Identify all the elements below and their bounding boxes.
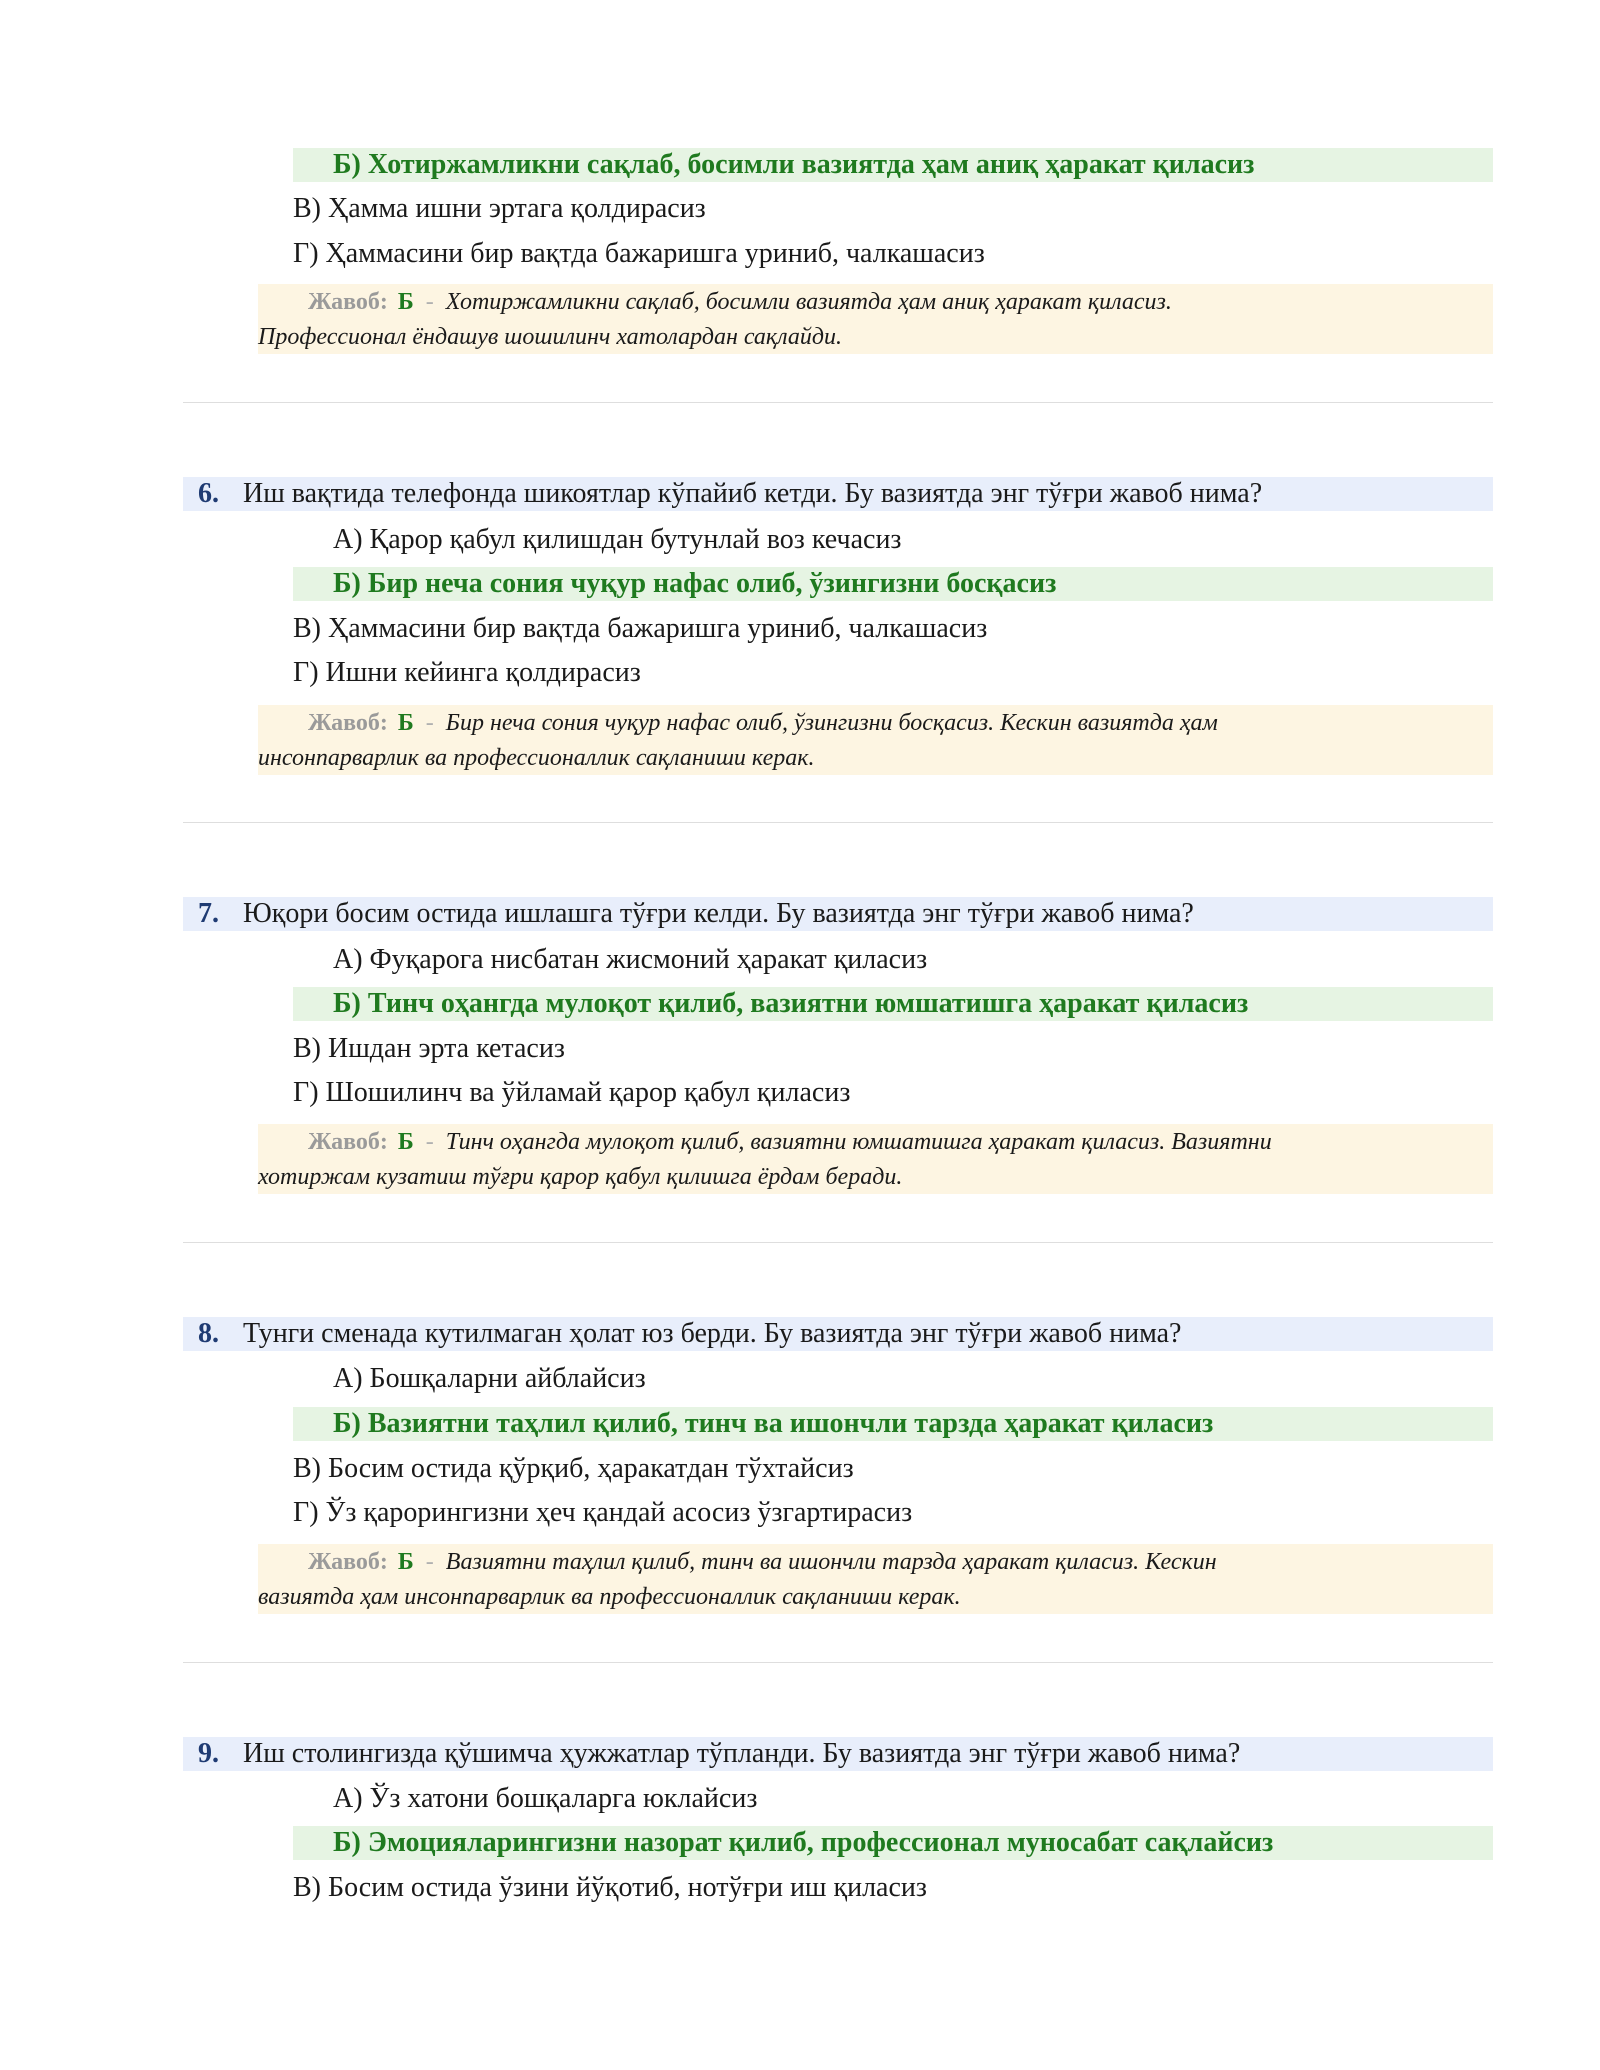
q7-option-d[interactable]: Г) Шошилинч ва ўйламай қарор қабул қиласиз bbox=[293, 1077, 851, 1108]
q8-option-d[interactable]: Г) Ўз қарорингизни ҳеч қандай асосиз ўзгартирасиз bbox=[293, 1497, 913, 1528]
q7-option-c[interactable]: В) Ишдан эрта кетасиз bbox=[293, 1033, 565, 1064]
q7-option-b-text: Б) Тинч оҳангда мулоқот қилиб, вазиятни юмшатишга ҳаракат қиласиз bbox=[333, 988, 1249, 1019]
q7-question bbox=[183, 897, 1493, 931]
q6-answer-dash: - bbox=[425, 710, 434, 736]
divider bbox=[183, 822, 1493, 823]
q9-option-b-text: Б) Эмоцияларингизни назорат қилиб, профессионал муносабат сақлайсиз bbox=[333, 1827, 1274, 1858]
q7-answer-text1: Тинч оҳангда мулоқот қилиб, вазиятни юмшатишга ҳаракат қиласиз. Вазиятни bbox=[445, 1129, 1272, 1155]
q6-number: 6. bbox=[198, 478, 219, 509]
q5-option-d[interactable]: Г) Ҳаммасини бир вақтда бажаришга уриниб, чалкашасиз bbox=[293, 238, 985, 269]
q6-option-a[interactable]: А) Қарор қабул қилишдан бутунлай воз кечасиз bbox=[333, 524, 902, 555]
q7-answer-letter: Б bbox=[397, 1129, 414, 1155]
q6-answer-label: Жавоб: bbox=[308, 710, 388, 736]
q8-text: Тунги сменада кутилмаган ҳолат юз берди. Бу вазиятда энг тўғри жавоб нима? bbox=[243, 1318, 1182, 1349]
q6-answer-text2: инсонпарварлик ва профессионаллик сақланиши керак. bbox=[258, 745, 815, 771]
q5-answer-label: Жавоб: bbox=[308, 289, 388, 315]
q6-option-b-text: Б) Бир неча сония чуқур нафас олиб, ўзингизни босқасиз bbox=[333, 568, 1057, 599]
q5-answer-text1: Хотиржамликни сақлаб, босимли вазиятда ҳам аниқ ҳаракат қиласиз. bbox=[445, 289, 1172, 315]
q5-answer-text2: Профессионал ёндашув шошилинч хатолардан сақлайди. bbox=[258, 324, 843, 350]
q5-answer-letter: Б bbox=[397, 289, 414, 315]
q5-option-c[interactable]: В) Ҳамма ишни эртага қолдирасиз bbox=[293, 193, 706, 224]
q8-answer-box bbox=[258, 1544, 1493, 1614]
q5-option-b-correct[interactable] bbox=[293, 148, 1493, 182]
q9-option-a[interactable]: А) Ўз хатони бошқаларга юклайсиз bbox=[333, 1783, 758, 1814]
q9-number: 9. bbox=[198, 1738, 219, 1769]
q9-option-b-correct[interactable] bbox=[293, 1826, 1493, 1860]
q7-answer-dash: - bbox=[425, 1129, 434, 1155]
q7-text: Юқори босим остида ишлашга тўғри келди. Бу вазиятда энг тўғри жавоб нима? bbox=[243, 898, 1194, 929]
q8-question bbox=[183, 1317, 1493, 1351]
q8-number: 8. bbox=[198, 1318, 219, 1349]
divider bbox=[183, 1662, 1493, 1663]
q8-option-b-text: Б) Вазиятни таҳлил қилиб, тинч ва ишончли тарзда ҳаракат қиласиз bbox=[333, 1408, 1214, 1439]
q5-answer-dash: - bbox=[425, 289, 434, 315]
q7-number: 7. bbox=[198, 898, 219, 929]
q9-option-c[interactable]: В) Босим остида ўзини йўқотиб, нотўғри иш қиласиз bbox=[293, 1872, 927, 1903]
q6-answer-line1 bbox=[308, 705, 1218, 741]
q6-answer-text1: Бир неча сония чуқур нафас олиб, ўзингизни босқасиз. Кескин вазиятда ҳам bbox=[445, 710, 1218, 736]
q5-answer-box bbox=[258, 284, 1493, 354]
q8-answer-letter: Б bbox=[397, 1549, 414, 1575]
q8-answer-line1 bbox=[308, 1544, 1217, 1580]
q6-text: Иш вақтида телефонда шикоятлар кўпайиб кетди. Бу вазиятда энг тўғри жавоб нима? bbox=[243, 478, 1263, 509]
q9-text: Иш столингизда қўшимча ҳужжатлар тўпланди. Бу вазиятда энг тўғри жавоб нима? bbox=[243, 1738, 1241, 1769]
q7-answer-text2: хотиржам кузатиш тўғри қарор қабул қилишга ёрдам беради. bbox=[258, 1164, 903, 1190]
q8-answer-text1: Вазиятни таҳлил қилиб, тинч ва ишончли тарзда ҳаракат қиласиз. Кескин bbox=[445, 1549, 1217, 1575]
q8-answer-text2: вазиятда ҳам инсонпарварлик ва профессионаллик сақланиши керак. bbox=[258, 1584, 961, 1610]
q6-option-c[interactable]: В) Ҳаммасини бир вақтда бажаришга уриниб, чалкашасиз bbox=[293, 613, 988, 644]
q8-answer-label: Жавоб: bbox=[308, 1549, 388, 1575]
q6-option-b-correct[interactable] bbox=[293, 567, 1493, 601]
q7-option-b-correct[interactable] bbox=[293, 987, 1493, 1021]
q6-answer-letter: Б bbox=[397, 710, 414, 736]
q8-answer-dash: - bbox=[425, 1549, 434, 1575]
q6-question bbox=[183, 477, 1493, 511]
divider bbox=[183, 402, 1493, 403]
q5-answer-line1 bbox=[308, 284, 1172, 320]
q8-option-b-correct[interactable] bbox=[293, 1407, 1493, 1441]
q7-option-a[interactable]: А) Фуқарога нисбатан жисмоний ҳаракат қиласиз bbox=[333, 944, 928, 975]
q8-option-c[interactable]: В) Босим остида қўрқиб, ҳаракатдан тўхтайсиз bbox=[293, 1453, 854, 1484]
q6-answer-box bbox=[258, 705, 1493, 775]
q7-answer-line1 bbox=[308, 1124, 1272, 1160]
q9-question bbox=[183, 1737, 1493, 1771]
q5-option-b-text: Б) Хотиржамликни сақлаб, босимли вазиятда ҳам аниқ ҳаракат қиласиз bbox=[333, 149, 1255, 180]
divider bbox=[183, 1242, 1493, 1243]
q7-answer-box bbox=[258, 1124, 1493, 1194]
q6-option-d[interactable]: Г) Ишни кейинга қолдирасиз bbox=[293, 657, 641, 688]
q8-option-a[interactable]: А) Бошқаларни айблайсиз bbox=[333, 1363, 646, 1394]
q7-answer-label: Жавоб: bbox=[308, 1129, 388, 1155]
